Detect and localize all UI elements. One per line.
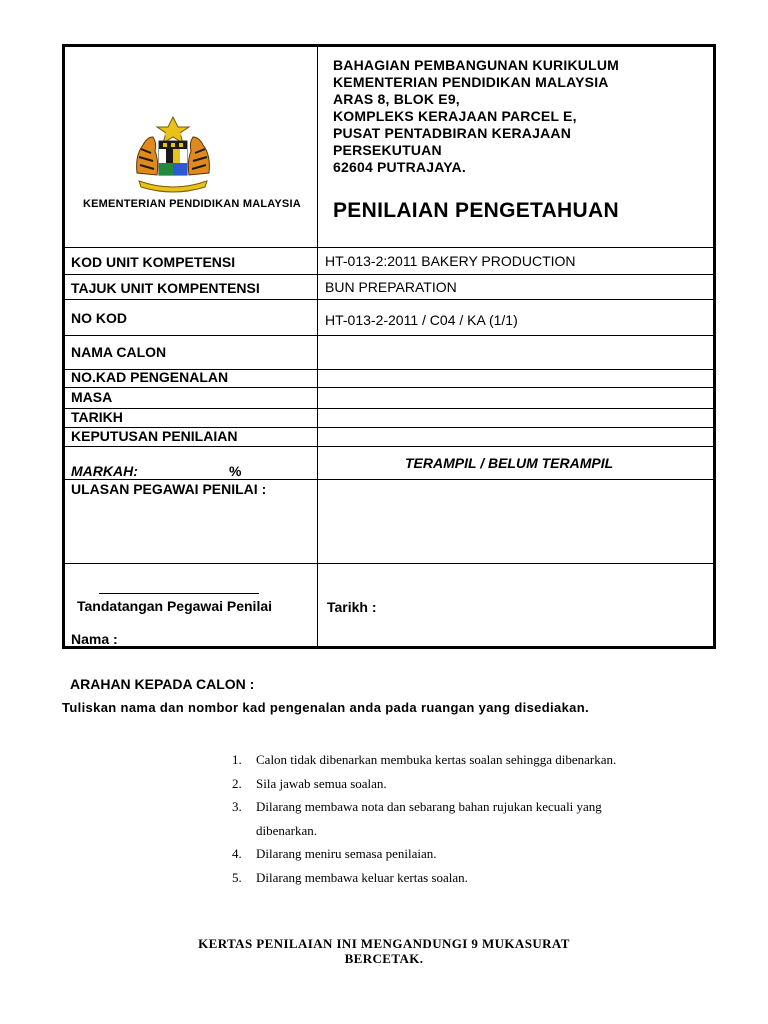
no-kad-label: NO.KAD PENGENALAN bbox=[71, 369, 229, 385]
kod-unit-value: HT-013-2:2011 BAKERY PRODUCTION bbox=[325, 253, 576, 269]
row-divider bbox=[65, 446, 713, 447]
tajuk-value: BUN PREPARATION bbox=[325, 279, 457, 295]
rule-text: Dilarang membawa keluar kertas soalan. bbox=[256, 869, 468, 885]
row-divider bbox=[65, 563, 713, 564]
column-divider bbox=[317, 47, 318, 647]
rule-number: 3. bbox=[232, 799, 242, 814]
rule-number: 5. bbox=[232, 869, 242, 885]
assessment-cover-form bbox=[62, 44, 716, 649]
nama-label: Nama : bbox=[71, 631, 118, 647]
coat-of-arms-icon bbox=[131, 115, 215, 195]
percent-sign: % bbox=[229, 463, 242, 479]
rule-number: 2. bbox=[232, 775, 242, 791]
page-title: PENILAIAN PENGETAHUAN bbox=[333, 199, 619, 222]
list-item bbox=[232, 795, 616, 819]
nama-calon-label: NAMA CALON bbox=[71, 344, 167, 360]
rule-number: 1. bbox=[232, 752, 242, 767]
address-line: 62604 PUTRAJAYA. bbox=[333, 159, 466, 175]
instructions-heading: ARAHAN KEPADA CALON : bbox=[70, 676, 255, 692]
list-item bbox=[232, 819, 616, 843]
result-options: TERAMPIL / BELUM TERAMPIL bbox=[405, 455, 614, 471]
address-line: KOMPLEKS KERAJAAN PARCEL E, bbox=[333, 108, 577, 124]
address-line: PERSEKUTUAN bbox=[333, 142, 442, 158]
address-line: ARAS 8, BLOK E9, bbox=[333, 91, 460, 107]
row-divider bbox=[65, 408, 713, 409]
rule-text: Calon tidak dibenarkan membuka kertas soalan sehingga dibenarkan. bbox=[256, 752, 617, 767]
rules-list bbox=[232, 748, 616, 889]
tandatangan-label: Tandatangan Pegawai Penilai bbox=[77, 598, 273, 614]
address-line: KEMENTERIAN PENDIDIKAN MALAYSIA bbox=[333, 74, 609, 90]
row-divider bbox=[65, 299, 713, 300]
kod-unit-label: KOD UNIT KOMPETENSI bbox=[71, 254, 236, 270]
signature-line bbox=[99, 593, 259, 594]
rule-text: Dilarang meniru semasa penilaian. bbox=[256, 846, 437, 861]
instructions-intro: Tuliskan nama dan nombor kad pengenalan anda pada ruangan yang disediakan. bbox=[62, 700, 589, 715]
rule-text: Dilarang membawa nota dan sebarang bahan rujukan kecuali yang bbox=[256, 799, 602, 814]
rule-number: 4. bbox=[232, 846, 242, 861]
no-kod-label: NO KOD bbox=[71, 310, 127, 326]
list-item bbox=[232, 748, 616, 772]
tarikh-label: TARIKH bbox=[71, 409, 123, 425]
footer-line: BERCETAK. bbox=[344, 951, 424, 966]
row-divider bbox=[65, 387, 713, 388]
no-kod-value: HT-013-2-2011 / C04 / KA (1/1) bbox=[325, 312, 518, 328]
address-line: PUSAT PENTADBIRAN KERAJAAN bbox=[333, 125, 572, 141]
markah-label: MARKAH: bbox=[71, 463, 138, 479]
footer-line: KERTAS PENILAIAN INI MENGANDUNGI 9 MUKASURAT bbox=[198, 936, 570, 951]
list-item bbox=[232, 842, 616, 866]
rule-text: dibenarkan. bbox=[256, 822, 318, 838]
logo-caption: KEMENTERIAN PENDIDIKAN MALAYSIA bbox=[83, 198, 301, 210]
list-item bbox=[232, 866, 616, 890]
rule-text: Sila jawab semua soalan. bbox=[256, 775, 387, 791]
ulasan-label: ULASAN PEGAWAI PENILAI : bbox=[71, 481, 267, 497]
tarikh-sign-label: Tarikh : bbox=[327, 599, 377, 615]
tajuk-label: TAJUK UNIT KOMPENTENSI bbox=[71, 280, 260, 296]
list-item bbox=[232, 772, 616, 796]
page-count-note bbox=[0, 936, 768, 966]
masa-label: MASA bbox=[71, 389, 113, 405]
row-divider bbox=[65, 247, 713, 248]
row-divider bbox=[65, 274, 713, 275]
keputusan-label: KEPUTUSAN PENILAIAN bbox=[71, 428, 238, 444]
row-divider bbox=[65, 479, 713, 480]
ministry-address bbox=[333, 57, 619, 176]
row-divider bbox=[65, 335, 713, 336]
address-line: BAHAGIAN PEMBANGUNAN KURIKULUM bbox=[333, 57, 619, 73]
